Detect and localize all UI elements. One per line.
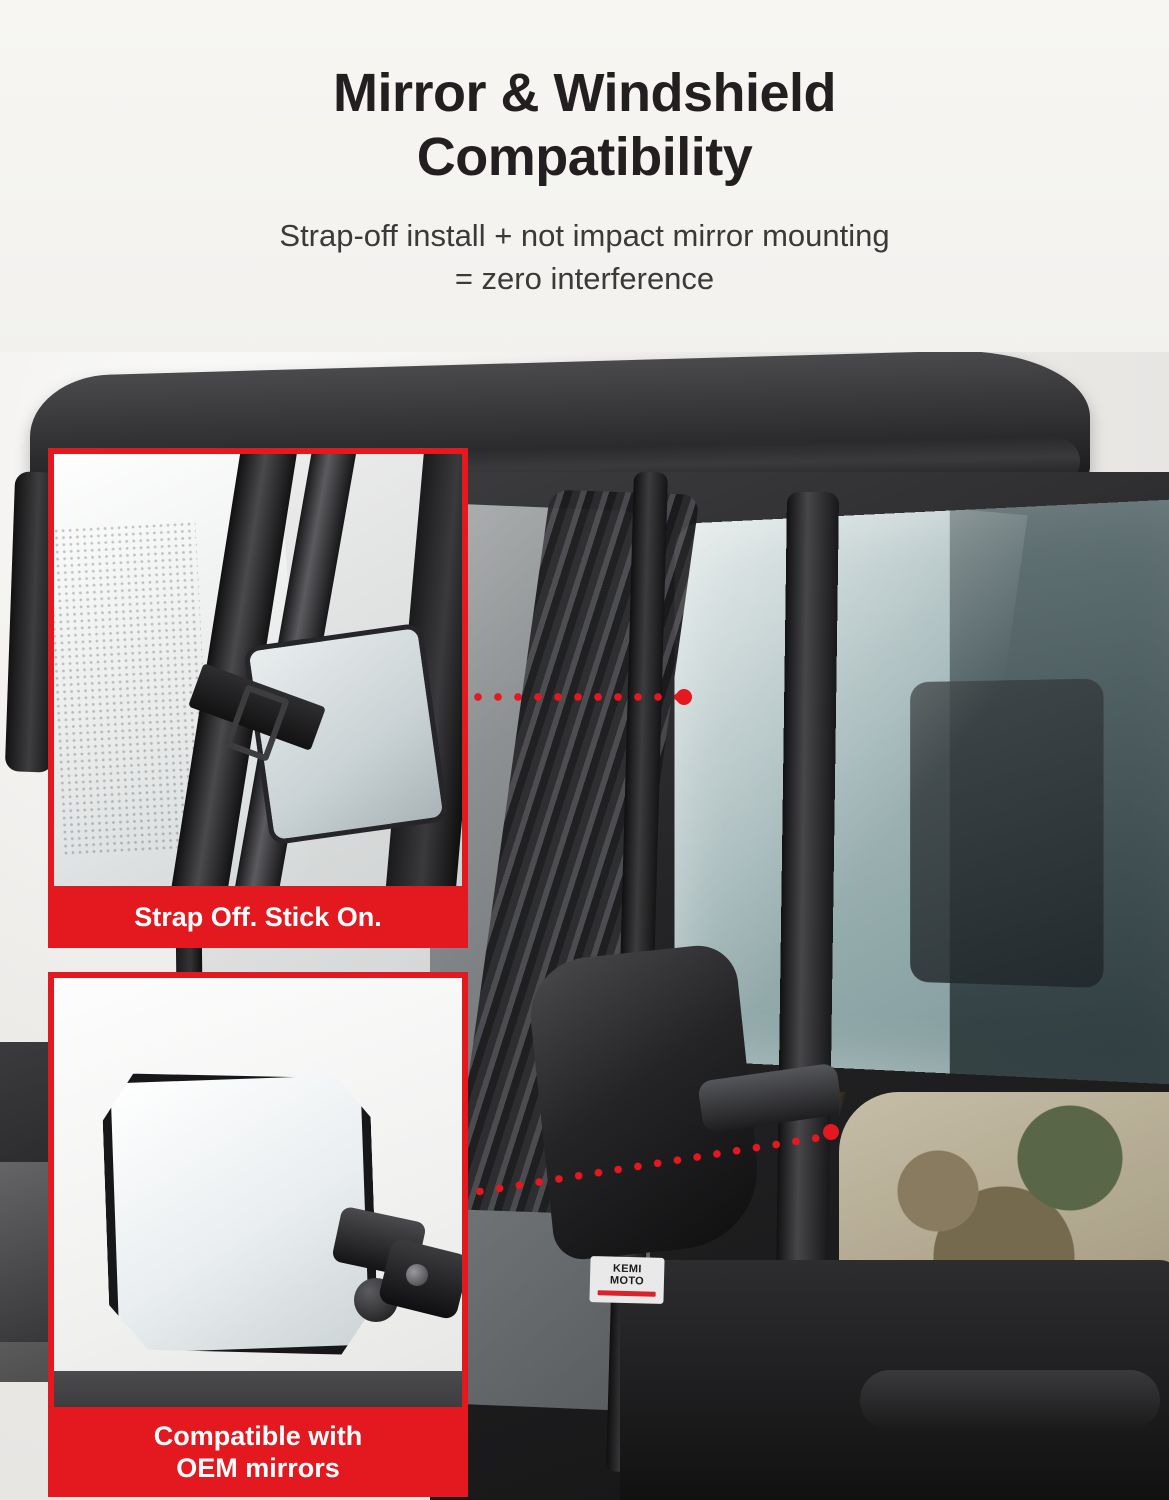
oem-mirror-glass bbox=[101, 1065, 379, 1362]
brand-tag-accent-bar bbox=[598, 1290, 656, 1297]
utv-rocker-panel bbox=[860, 1370, 1160, 1430]
callout-card-strap-photo bbox=[54, 454, 462, 942]
pointer-endpoint-mirror bbox=[823, 1124, 839, 1140]
brand-tag-line1: KEMI bbox=[612, 1263, 642, 1276]
header-section bbox=[0, 0, 1169, 370]
callout-label-oem-mirror-line2: OEM mirrors bbox=[176, 1453, 340, 1483]
page-title bbox=[70, 62, 1099, 189]
product-photo bbox=[0, 352, 1169, 1500]
page-title-line2: Compatibility bbox=[416, 126, 753, 187]
callout-card-oem-mirror bbox=[48, 972, 468, 1497]
page-subtitle-line2: = zero interference bbox=[454, 261, 715, 297]
pointer-line-strap bbox=[468, 692, 686, 702]
page-subtitle-line1: Strap-off install + not impact mirror mounting bbox=[279, 218, 890, 254]
oem-mirror-clamp-bolt bbox=[406, 1264, 428, 1286]
callout-label-strap-off: Strap Off. Stick On. bbox=[48, 886, 468, 948]
callout-card-strap-off bbox=[48, 448, 468, 948]
callout-label-oem-mirror-line1: Compatible with bbox=[153, 1420, 363, 1451]
callout-label-oem-mirror bbox=[48, 1407, 468, 1497]
brand-tag bbox=[589, 1256, 664, 1304]
page-subtitle bbox=[120, 215, 1050, 301]
pointer-endpoint-strap bbox=[676, 689, 692, 705]
utv-windshield-glass bbox=[674, 499, 1169, 1086]
page-title-line1: Mirror & Windshield bbox=[332, 63, 837, 123]
brand-tag-line2: MOTO bbox=[609, 1274, 645, 1288]
